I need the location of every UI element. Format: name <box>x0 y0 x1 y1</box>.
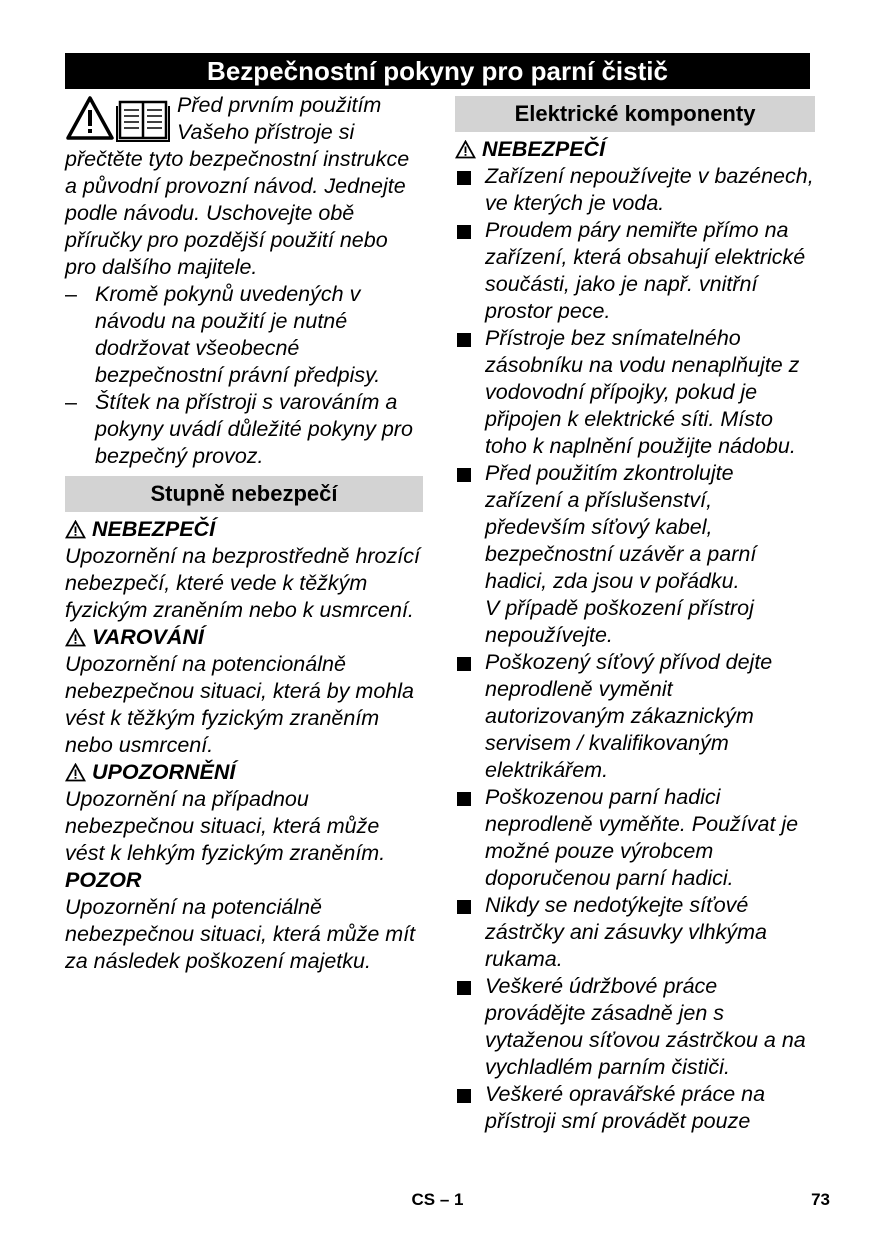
level-text: Upozornění na potencionálně nebezpečnou situaci, která by mohla vést k těžkým fyzickým zraněním nebo usmrcení. <box>65 652 414 757</box>
level-text: Upozornění na potenciálně nebezpečnou situaci, která může mít za následek poškození majetku. <box>65 895 416 973</box>
intro-text: Před prvním použitím Vašeho přístroje si přečtěte tyto bezpečnostní instrukce a původní provozní návod. Jednejte podle návodu. Uschovejte obě příručky pro pozdější použití nebo pro dalšího majitele. <box>65 93 410 279</box>
warning-icon <box>65 628 86 647</box>
bullet-square-icon <box>457 981 471 995</box>
warning-level-block <box>65 624 423 759</box>
list-item: Zařízení nepoužívejte v bazénech, ve kterých je voda. <box>455 163 815 217</box>
right-column <box>455 92 815 1135</box>
list-item: Nikdy se nedotýkejte síťové zástrčky ani zásuvky vlhkýma rukama. <box>455 892 815 973</box>
level-title: VAROVÁNÍ <box>92 625 204 649</box>
electrical-safety-list <box>455 163 815 1135</box>
list-item: – Kromě pokynů uvedených v návodu na použití je nutné dodržovat všeobecné bezpečnostní právní předpisy. <box>65 282 381 387</box>
bullet-square-icon <box>457 657 471 671</box>
caution-level-block <box>65 759 423 867</box>
list-item: Veškeré opravářské práce na přístroji smí provádět pouze <box>455 1081 815 1135</box>
danger-level-block <box>65 516 423 624</box>
general-notes-list <box>65 281 423 470</box>
warning-icon <box>65 520 86 539</box>
warning-icon <box>65 763 86 782</box>
level-title: POZOR <box>65 868 142 892</box>
intro-block <box>65 92 423 281</box>
bullet-square-icon <box>457 1089 471 1103</box>
bullet-square-icon <box>457 225 471 239</box>
list-item: Poškozený síťový přívod dejte neprodleně vyměnit autorizovaným zákaznickým servisem / kvalifikovaným elektrikářem. <box>455 649 815 784</box>
page-title: Bezpečnostní pokyny pro parní čistič <box>65 53 810 89</box>
warning-icon <box>455 140 476 159</box>
section-heading-danger-levels: Stupně nebezpečí <box>65 476 423 512</box>
list-item: Proudem páry nemiřte přímo na zařízení, která obsahují elektrické součásti, jako je např. vnitřní prostor pece. <box>455 217 815 325</box>
section-heading-electrical: Elektrické komponenty <box>455 96 815 132</box>
list-item: Před použitím zkontrolujte zařízení a příslušenství, především síťový kabel, bezpečnostní uzávěr a parní hadici, zda jsou v pořádku. V případě poškození přístroj nepoužívejte. <box>455 460 815 649</box>
danger-label: NEBEZPEČÍ <box>455 136 815 163</box>
list-item: Poškozenou parní hadici neprodleně vyměňte. Používat je možné pouze výrobcem doporučenou parní hadici. <box>455 784 815 892</box>
list-item: Přístroje bez snímatelného zásobníku na vodu nenaplňujte z vodovodní přípojky, pokud je připojen k elektrické síti. Místo toho k naplnění použijte nádobu. <box>455 325 815 460</box>
warning-and-manual-icon <box>65 94 177 144</box>
level-title: NEBEZPEČÍ <box>92 517 216 541</box>
level-text: Upozornění na případnou nebezpečnou situaci, která může vést k lehkým fyzickým zraněním. <box>65 787 386 865</box>
bullet-square-icon <box>457 468 471 482</box>
footer-section-label: CS – 1 <box>411 1190 464 1209</box>
bullet-square-icon <box>457 171 471 185</box>
level-title: UPOZORNĚNÍ <box>92 760 236 784</box>
bullet-square-icon <box>457 333 471 347</box>
level-text: Upozornění na bezprostředně hrozící nebezpečí, které vede k těžkým fyzickým zraněním nebo k usmrcení. <box>65 544 420 622</box>
bullet-square-icon <box>457 900 471 914</box>
left-column <box>65 92 423 975</box>
list-item: Veškeré údržbové práce provádějte zásadně jen s vytaženou síťovou zástrčkou a na vychladlém parním čističi. <box>455 973 815 1081</box>
bullet-square-icon <box>457 792 471 806</box>
notice-level-block <box>65 867 423 975</box>
page-number: 73 <box>811 1190 830 1209</box>
list-item: – Štítek na přístroji s varováním a pokyny uvádí důležité pokyny pro bezpečný provoz. <box>65 390 413 468</box>
